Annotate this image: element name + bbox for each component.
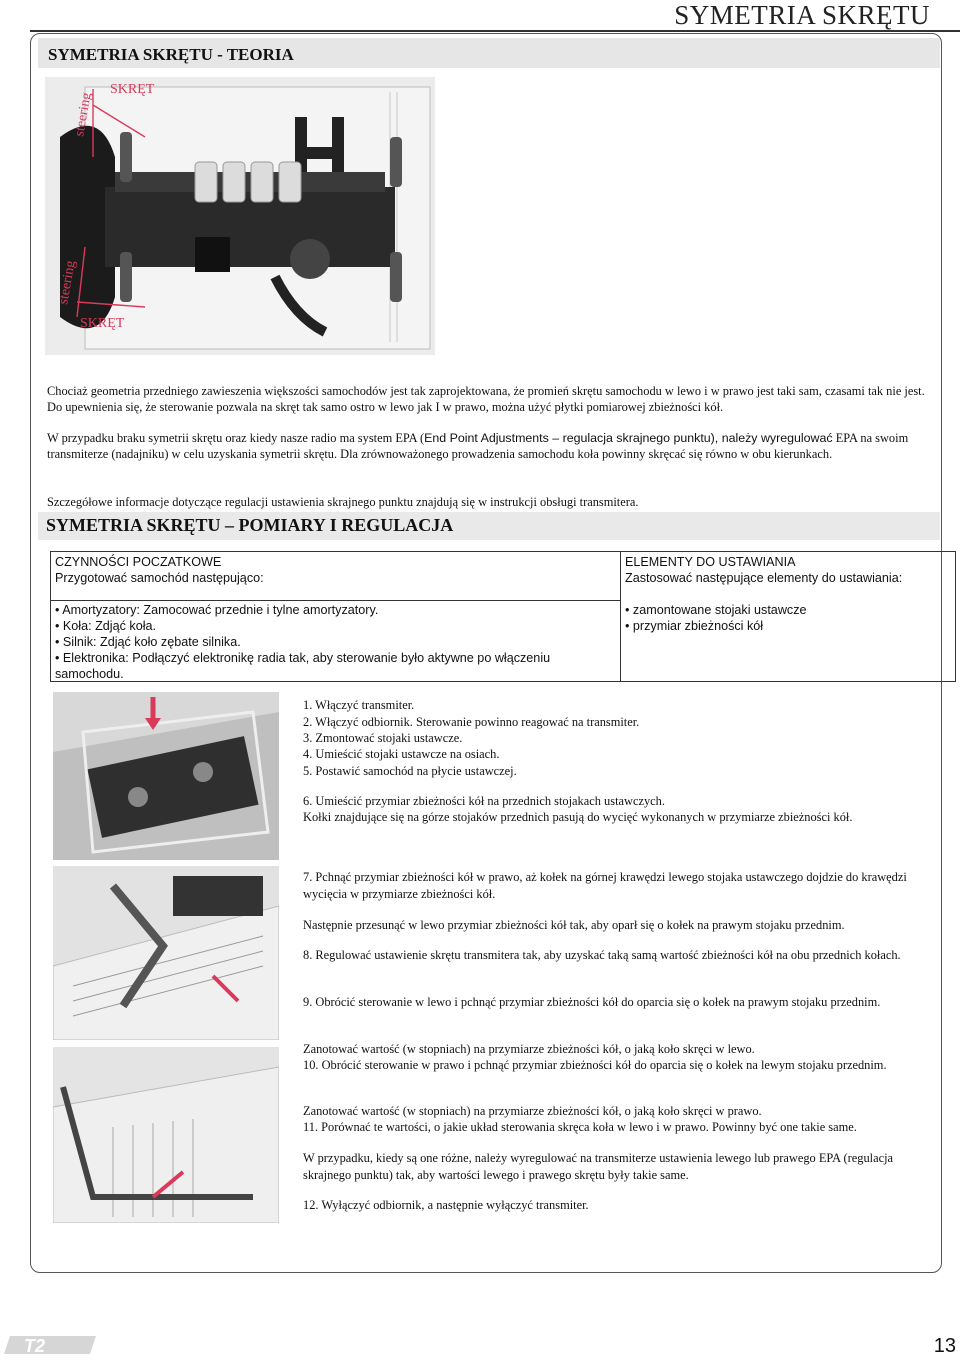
setup-table	[50, 551, 956, 682]
table-sub-initial: Przygotować samochód następująco:	[55, 571, 264, 585]
steering-label-top: SKRĘT	[110, 82, 155, 97]
section-band-theory	[38, 38, 940, 68]
svg-text:steering: steering	[56, 259, 79, 306]
svg-text:steering: steering	[72, 91, 95, 138]
chassis-photo	[45, 77, 435, 355]
setup-stands-photo	[53, 692, 279, 860]
section-title-theory: SYMETRIA SKRĘTU - TEORIA	[48, 45, 294, 64]
page-number: 13	[933, 1335, 956, 1357]
header-rule	[30, 30, 960, 32]
paragraph-details: Szczegółowe informacje dotyczące regulacji ustawienia skrajnego punktu znajdują się w instrukcji obsługi transmitera.	[47, 495, 639, 509]
paragraph-intro: Chociaż geometria przedniego zawieszenia większości samochodów jest tak zaprojektowana, że promień skrętu samochodu w lewo i w prawo jest taki sam, czasami tak nie jest. Do upewnienia się, że sterowanie pozwala na skręt tak samo ostro w lewo jak I w prawo, można użyć płytki pomiarowej zbieżności kół.	[47, 384, 925, 414]
t2-logo-icon	[4, 1332, 99, 1358]
step-10: 10. Obrócić sterowanie w prawo i pchnąć przymiar zbieżności kół do oparcia się o kołek na lewym stojaku przednim.	[303, 1058, 887, 1072]
step-6: 6. Umieścić przymiar zbieżności kół na przednich stojakach ustawczych.	[303, 794, 665, 808]
table-item: • Amortyzatory: Zamocować przednie i tylne amortyzatory.	[55, 603, 379, 617]
step-12: 12. Wyłączyć odbiornik, a następnie wyłączyć transmiter.	[303, 1198, 589, 1212]
steering-label-bottom: SKRĘT	[80, 316, 125, 331]
section-title-measurement: SYMETRIA SKRĘTU – POMIARY I REGULACJA	[46, 515, 454, 535]
paragraph-epa	[47, 430, 927, 462]
svg-text:T2: T2	[24, 1336, 46, 1356]
table-header-row-left	[51, 552, 620, 601]
page-header-title: SYMETRIA SKRĘTU	[674, 0, 930, 30]
toe-gauge-photo-left	[53, 866, 279, 1040]
paragraph-epa-part-a: W przypadku braku symetrii skrętu oraz kiedy nasze radio ma system EPA (	[47, 431, 425, 445]
step-7: 7. Pchnąć przymiar zbieżności kół w prawo, aż kołek na górnej krawędzi lewego stojaka ustawczego dojdzie do krawędzi wycięcia w przymiarze zbieżności kół.	[303, 870, 907, 901]
table-column-initial-steps	[51, 552, 621, 681]
step-6-note: Kołki znajdujące się na górze stojaków przednich pasują do wycięć wykonanych w przymiarze zbieżności kół.	[303, 810, 853, 824]
table-header-initial: CZYNNOŚCI POCZATKOWE	[55, 555, 222, 569]
step-3: 3. Zmontować stojaki ustawcze.	[303, 731, 463, 745]
step-2: 2. Włączyć odbiornik. Sterowanie powinno reagować na transmiter.	[303, 715, 640, 729]
step-9: 9. Obrócić sterowanie w lewo i pchnąć przymiar zbieżności kół do oparcia się o kołek na prawym stojaku przednim.	[303, 995, 881, 1009]
table-item: • Koła: Zdjąć koła.	[55, 619, 157, 633]
table-item: • zamontowane stojaki ustawcze	[625, 603, 807, 617]
step-9-note: Zanotować wartość (w stopniach) na przymiarze zbieżności kół, o jaką koło skręci w lewo.	[303, 1042, 755, 1056]
step-8: 8. Regulować ustawienie skrętu transmitera tak, aby uzyskać taką samą wartość zbieżności kół na obu przednich kołach.	[303, 948, 901, 962]
table-header-elements: ELEMENTY DO USTAWIANIA	[625, 555, 796, 569]
step-10-note: Zanotować wartość (w stopniach) na przymiarze zbieżności kół, o jaką koło skręci w prawo.	[303, 1104, 762, 1118]
chassis-illustration	[45, 77, 435, 355]
paragraph-epa-part-c: EPA na swoim transmiterze (nadajniku) w celu uzyskania symetrii skrętu. Dla zrównoważonego prowadzenia samochodu koła powinny skręcać się równo w obu kierunkach.	[47, 431, 909, 461]
step-11-note: W przypadku, kiedy są one różne, należy wyregulować na transmiterze ustawienia lewego lub prawego EPA (regulacja skrajnego punktu) tak, aby wartości lewego i prawego skrętu były takie same.	[303, 1151, 894, 1182]
toe-gauge-photo-right	[53, 1047, 279, 1223]
table-sub-elements: Zastosować następujące elementy do ustawiania:	[625, 571, 903, 585]
table-column-elements	[621, 552, 955, 681]
step-11: 11. Porównać te wartości, o jakie układ sterowania skręca koła w lewo i w prawo. Powinny być one takie same.	[303, 1120, 857, 1134]
section-band-measurement	[38, 512, 940, 540]
paragraph-epa-part-b: End Point Adjustments – regulacja skrajnego punktu), należy wyregulować	[424, 431, 833, 445]
footer-logo	[4, 1332, 99, 1358]
table-item: • Elektronika: Podłączyć elektronikę radia tak, aby sterowanie było aktywne po włączeniu samochodu.	[55, 651, 551, 681]
step-4: 4. Umieścić stojaki ustawcze na osiach.	[303, 747, 500, 761]
table-item: • Silnik: Zdjąć koło zębate silnika.	[55, 635, 241, 649]
table-item: • przymiar zbieżności kół	[625, 619, 764, 633]
step-7-note: Następnie przesunąć w lewo przymiar zbieżności kół tak, aby oparł się o kołek na prawym stojaku przednim.	[303, 918, 845, 932]
step-1: 1. Włączyć transmiter.	[303, 698, 415, 712]
step-5: 5. Postawić samochód na płycie ustawczej.	[303, 764, 517, 778]
